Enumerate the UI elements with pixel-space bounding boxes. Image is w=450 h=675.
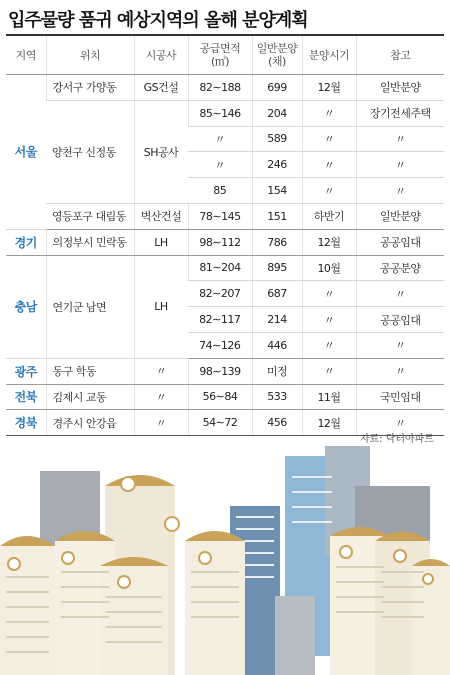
cell-location: 강서구 가양동	[46, 75, 134, 101]
cell-location: 동구 학동	[46, 358, 134, 384]
header-area-unit: (㎡)	[210, 55, 230, 68]
cell-units: 456	[252, 410, 302, 436]
cell-schedule: 〃	[302, 126, 356, 152]
cell-units: 214	[252, 307, 302, 333]
table-row	[6, 100, 444, 126]
cell-note: 〃	[356, 332, 444, 358]
cell-builder: 〃	[134, 358, 188, 384]
apartment-illustration	[0, 446, 450, 675]
region-gyeongbuk: 경북	[6, 410, 46, 436]
header-region: 지역	[6, 36, 46, 75]
cell-builder: LH	[134, 229, 188, 255]
cell-location: 의정부시 민락동	[46, 229, 134, 255]
cell-units: 533	[252, 384, 302, 410]
table-row	[6, 229, 444, 255]
cell-area: 〃	[188, 152, 252, 178]
cell-schedule: 〃	[302, 307, 356, 333]
cell-schedule: 10월	[302, 255, 356, 281]
header-schedule: 분양시기	[302, 36, 356, 75]
cell-units: 미정	[252, 358, 302, 384]
table-row	[6, 255, 444, 281]
apartment-building	[0, 536, 55, 675]
apartment-building	[100, 557, 168, 675]
cell-area: 85∼146	[188, 100, 252, 126]
cell-units: 204	[252, 100, 302, 126]
cell-location: 연기군 남면	[46, 255, 134, 358]
supply-plan-table	[6, 36, 444, 436]
cell-units: 246	[252, 152, 302, 178]
region-seoul: 서울	[6, 75, 46, 230]
cell-area: 82∼207	[188, 281, 252, 307]
cell-schedule: 〃	[302, 332, 356, 358]
cell-area: 54∼72	[188, 410, 252, 436]
table-row	[6, 358, 444, 384]
header-builder: 시공사	[134, 36, 188, 75]
region-chungnam: 충남	[6, 255, 46, 358]
cell-schedule: 〃	[302, 100, 356, 126]
gray-tower	[275, 596, 315, 675]
cell-area: 85	[188, 178, 252, 204]
cell-units: 786	[252, 229, 302, 255]
cell-note: 〃	[356, 281, 444, 307]
header-note: 참고	[356, 36, 444, 75]
cell-schedule: 하반기	[302, 203, 356, 229]
cell-builder: 〃	[134, 410, 188, 436]
cell-note: 장기전세주택	[356, 100, 444, 126]
cell-builder: GS건설	[134, 75, 188, 101]
cell-note: 일반분양	[356, 75, 444, 101]
header-units	[252, 36, 302, 75]
table-header-row	[6, 36, 444, 75]
table-row	[6, 203, 444, 229]
cell-builder: SH공사	[134, 100, 188, 203]
cell-schedule: 〃	[302, 281, 356, 307]
cell-builder: 벽산건설	[134, 203, 188, 229]
cell-units: 687	[252, 281, 302, 307]
table-row	[6, 384, 444, 410]
page-title: 입주물량 품귀 예상지역의 올해 분양계획	[8, 10, 308, 31]
cell-note: 〃	[356, 152, 444, 178]
cell-schedule: 11월	[302, 384, 356, 410]
cell-area: 82∼188	[188, 75, 252, 101]
region-gyeonggi: 경기	[6, 229, 46, 255]
region-jeonbuk: 전북	[6, 384, 46, 410]
cell-note: 〃	[356, 126, 444, 152]
cell-location: 영등포구 대림동	[46, 203, 134, 229]
cell-schedule: 〃	[302, 178, 356, 204]
cell-units: 446	[252, 332, 302, 358]
cell-note: 〃	[356, 358, 444, 384]
cell-area: 74∼126	[188, 332, 252, 358]
cell-note: 국민임대	[356, 384, 444, 410]
cell-location: 김제시 교동	[46, 384, 134, 410]
cell-area: 98∼139	[188, 358, 252, 384]
cell-builder: LH	[134, 255, 188, 358]
cell-note: 공공임대	[356, 307, 444, 333]
cell-location: 경주시 안강읍	[46, 410, 134, 436]
cell-area: 56∼84	[188, 384, 252, 410]
cell-note: 일반분양	[356, 203, 444, 229]
region-gwangju: 광주	[6, 358, 46, 384]
header-area-label: 공급면적	[199, 42, 241, 55]
cell-area: 81∼204	[188, 255, 252, 281]
cell-schedule: 12월	[302, 229, 356, 255]
cell-schedule: 12월	[302, 410, 356, 436]
source-credit: 자료: 닥터아파트	[359, 434, 434, 445]
cell-schedule: 12월	[302, 75, 356, 101]
header-units-unit: (채)	[268, 55, 286, 68]
cell-units: 589	[252, 126, 302, 152]
cell-note: 공공분양	[356, 255, 444, 281]
cell-area: 82∼117	[188, 307, 252, 333]
cell-units: 699	[252, 75, 302, 101]
cell-builder: 〃	[134, 384, 188, 410]
cell-note: 〃	[356, 410, 444, 436]
cell-units: 895	[252, 255, 302, 281]
table-row	[6, 75, 444, 101]
cell-area: 〃	[188, 126, 252, 152]
cell-note: 〃	[356, 178, 444, 204]
cell-units: 151	[252, 203, 302, 229]
cell-note: 공공임대	[356, 229, 444, 255]
header-location: 위치	[46, 36, 134, 75]
cell-area: 78∼145	[188, 203, 252, 229]
cell-schedule: 〃	[302, 358, 356, 384]
cell-area: 98∼112	[188, 229, 252, 255]
cell-units: 154	[252, 178, 302, 204]
header-area	[188, 36, 252, 75]
cell-location: 양천구 신정동	[46, 100, 134, 203]
header-units-label: 일반분양	[256, 42, 298, 55]
cell-schedule: 〃	[302, 152, 356, 178]
